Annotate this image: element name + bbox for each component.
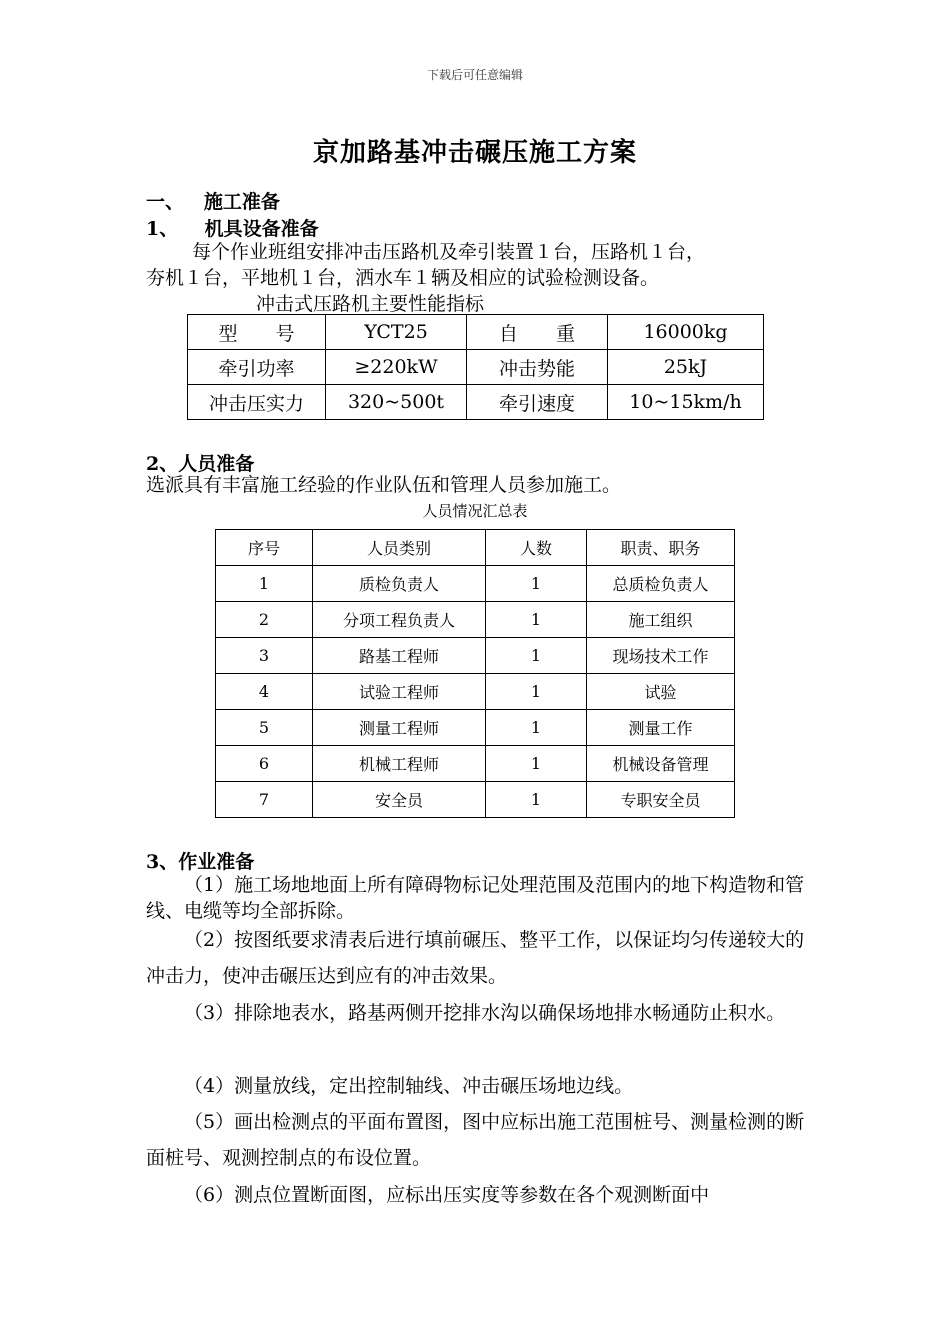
document-title: 京加路基冲击碾压施工方案 xyxy=(312,138,637,168)
table-row xyxy=(216,638,735,674)
header-note: 下载后可任意编辑 xyxy=(426,68,523,82)
table-row xyxy=(216,710,735,746)
table-row xyxy=(188,385,764,420)
table-cell: 6 xyxy=(216,746,313,782)
table-cell: 机械工程师 xyxy=(313,746,486,782)
work-prep-item-1: （1）施工场地地面上所有障碍物标记处理范围及范围内的地下构造物和管线、电缆等均全部拆除。 xyxy=(146,874,805,922)
table-cell: 1 xyxy=(486,638,587,674)
table-cell: 1 xyxy=(216,566,313,602)
work-prep-item-5: （5）画出检测点的平面布置图，图中应标出施工范围桩号、测量检测的断面桩号、观测控制点的布设位置。 xyxy=(146,1111,805,1169)
table-cell: 总质检负责人 xyxy=(587,566,735,602)
table-row xyxy=(216,782,735,818)
table-cell: 分项工程负责人 xyxy=(313,602,486,638)
table-row xyxy=(188,315,764,350)
table-cell: 1 xyxy=(486,602,587,638)
equipment-table-caption: 冲击式压路机主要性能指标 xyxy=(256,293,485,315)
work-prep-item-6: （6）测点位置断面图，应标出压实度等参数在各个观测断面中 xyxy=(184,1184,710,1206)
table-cell: 机械设备管理 xyxy=(587,746,735,782)
table-cell: 10~15km/h xyxy=(608,385,764,420)
table-cell: 冲击势能 xyxy=(467,350,608,385)
table-cell: 现场技术工作 xyxy=(587,638,735,674)
table-header-cell: 职责、职务 xyxy=(587,530,735,566)
personnel-paragraph: 选派具有丰富施工经验的作业队伍和管理人员参加施工。 xyxy=(146,474,622,496)
section-heading-prep: 一、 施工准备 xyxy=(146,191,280,213)
equipment-spec-table xyxy=(187,314,764,420)
table-header-row xyxy=(216,530,735,566)
table-cell: 质检负责人 xyxy=(313,566,486,602)
table-cell: 安全员 xyxy=(313,782,486,818)
table-row xyxy=(216,566,735,602)
table-cell: 1 xyxy=(486,710,587,746)
table-cell: 7 xyxy=(216,782,313,818)
subsection-heading-work-prep: 3、作业准备 xyxy=(146,851,255,873)
table-header-cell: 人员类别 xyxy=(313,530,486,566)
table-row xyxy=(216,674,735,710)
table-cell: 牵引速度 xyxy=(467,385,608,420)
table-cell: 1 xyxy=(486,566,587,602)
personnel-table-caption: 人员情况汇总表 xyxy=(422,502,528,520)
table-cell: 路基工程师 xyxy=(313,638,486,674)
table-row xyxy=(216,602,735,638)
table-cell: 测量工作 xyxy=(587,710,735,746)
table-cell: 1 xyxy=(486,746,587,782)
equipment-paragraph-line1: 每个作业班组安排冲击压路机及牵引装置１台，压路机１台， xyxy=(192,241,706,263)
table-cell: 试验工程师 xyxy=(313,674,486,710)
work-prep-item-3: （3）排除地表水，路基两侧开挖排水沟以确保场地排水畅通防止积水。 xyxy=(184,1002,786,1024)
table-cell: 自 重 xyxy=(467,315,608,350)
work-prep-item-4: （4）测量放线，定出控制轴线、冲击碾压场地边线。 xyxy=(184,1075,634,1097)
table-cell: 16000kg xyxy=(608,315,764,350)
table-cell: 冲击压实力 xyxy=(188,385,326,420)
table-cell: 2 xyxy=(216,602,313,638)
table-cell: 试验 xyxy=(587,674,735,710)
table-cell: 1 xyxy=(486,782,587,818)
table-cell: 320~500t xyxy=(326,385,467,420)
table-row xyxy=(188,350,764,385)
table-cell: YCT25 xyxy=(326,315,467,350)
table-header-cell: 序号 xyxy=(216,530,313,566)
table-cell: 牵引功率 xyxy=(188,350,326,385)
table-cell: 专职安全员 xyxy=(587,782,735,818)
subsection-heading-personnel: 2、人员准备 xyxy=(146,453,255,475)
table-row xyxy=(216,746,735,782)
table-cell: ≥220kW xyxy=(326,350,467,385)
table-cell: 施工组织 xyxy=(587,602,735,638)
table-cell: 4 xyxy=(216,674,313,710)
table-cell: 25kJ xyxy=(608,350,764,385)
work-prep-item-2: （2）按图纸要求清表后进行填前碾压、整平工作，以保证均匀传递较大的冲击力，使冲击碾压达到应有的冲击效果。 xyxy=(146,929,805,987)
subsection-heading-equipment: 1、 机具设备准备 xyxy=(146,218,319,240)
equipment-paragraph-line2: 夯机１台，平地机１台，洒水车１辆及相应的试验检测设备。 xyxy=(146,267,660,289)
table-header-cell: 人数 xyxy=(486,530,587,566)
table-cell: 测量工程师 xyxy=(313,710,486,746)
table-cell: 5 xyxy=(216,710,313,746)
table-cell: 3 xyxy=(216,638,313,674)
table-cell: 型 号 xyxy=(188,315,326,350)
table-cell: 1 xyxy=(486,674,587,710)
personnel-table xyxy=(215,529,735,818)
